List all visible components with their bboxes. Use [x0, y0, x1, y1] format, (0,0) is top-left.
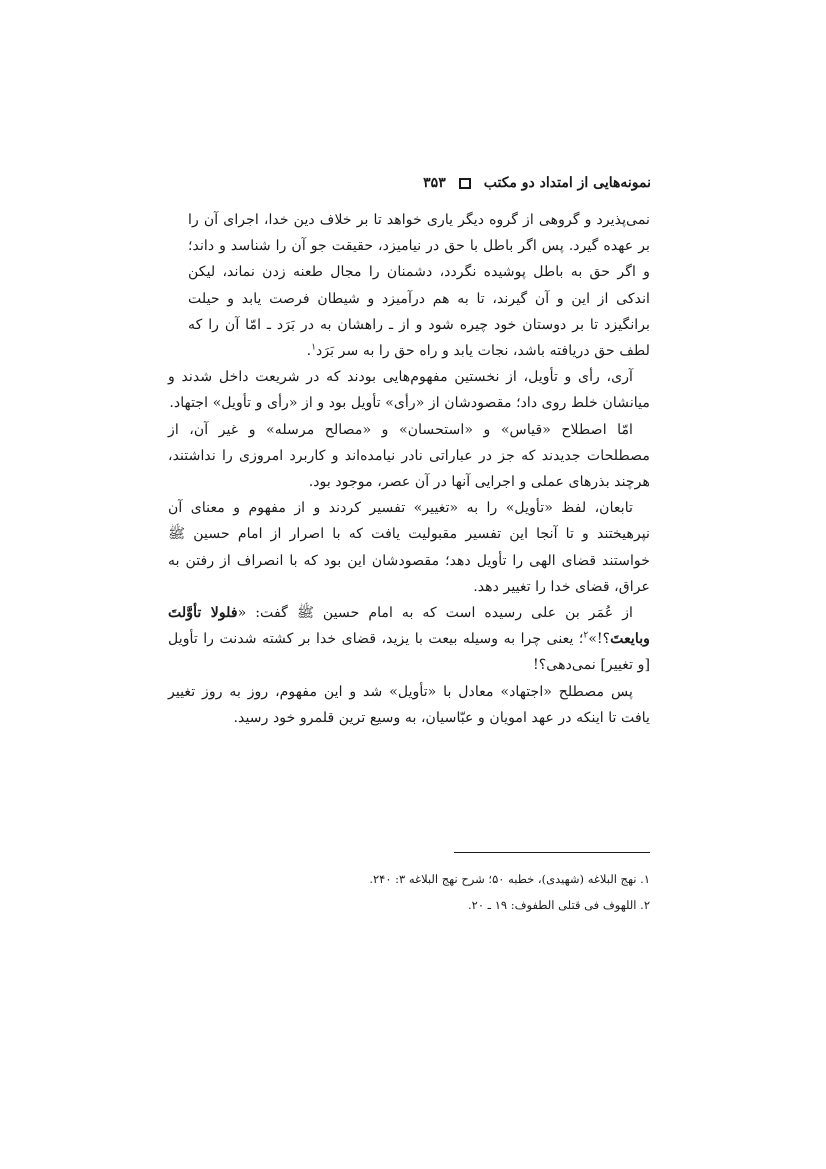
paragraph-1: آری، رأی و تأویل، از نخستین مفهوم‌هایی بودند که در شریعت داخل شدند و میانشان خلط روی داد؛ مقصودشان از «رأی» تأویل بود و از «رأی و تأویل» اجتهاد. [168, 369, 650, 412]
arabic-quote-close: ؟!» [588, 631, 611, 648]
footnote-divider [454, 852, 650, 853]
page-number: ۳۵۳ [423, 175, 446, 191]
square-ornament-icon [459, 178, 471, 189]
running-header [175, 170, 651, 196]
paragraph-4-rest: ؛ یعنی چرا به وسیله بیعت با یزید، قضای خدا بر کشته شدنت را تأویل [و تغییر] نمی‌دهی؟! [168, 631, 650, 674]
paragraph-4-intro: از عُمَر بن علی رسیده است که به امام حسین ﷺ گفت: « [237, 605, 633, 622]
arabic-quote: فلولا تأوَّلتَ وبایعتَ [168, 605, 650, 648]
header-title: نمونه‌هایی از امتداد دو مکتب [483, 175, 651, 191]
main-text [168, 207, 650, 731]
paragraph-3: تابعان، لفظ «تأویل» را به «تغییر» تفسیر کردند و از مفهوم و معنای آن نپرهیختند و تا آنجا این تفسیر مقبولیت یافت که با اصرار از امام حسین ﷺ خواستند قضای الهی را تأویل دهد؛ مقصودشان این بود که با انصراف از رفتن به عراق، قضای خدا را تغییر دهد. [168, 500, 650, 595]
footnote-ref-1: ۱ [311, 342, 317, 353]
footnote-ref-2: ۲ [583, 630, 589, 641]
footnote-2: ۲. اللهوف فی قتلی الطفوف: ۱۹ ـ ۲۰. [468, 898, 650, 912]
quoted-passage: نمی‌پذیرد و گروهی از گروه دیگر یاری خواهد تا بر خلاف دین خدا، اجرای آن را بر عهده گیرد. پس اگر باطل با حق در نیامیزد، حقیقت جو آن را شناسد و داند؛ و اگر حق به باطل پوشیده نگردد، دشمنان را مجال طعنه زدن نماند، لیکن اندکی از این و آن گیرند، تا به هم درآمیزد و شیطان فرصت یابد و حیلت برانگیزد تا بر دوستان خود چیره شود و از ـ راهشان به در بَرَد ـ امّا آن را که لطف حق دریافته باشد، نجات یابد و راه حق را به سر بَرَد$^۱$. [188, 212, 650, 360]
paragraph-2: امّا اصطلاح «قیاس» و «استحسان» و «مصالح مرسله» و غیر آن، از مصطلحات جدیدند که جز در عباراتی نادر نیامده‌اند و کاربرد امروزی را نداشتند، هرچند بذرهای عملی و اجرایی آنها در آن عصر، موجود بود. [168, 421, 650, 491]
footnote-1: ۱. نهج البلاغه (شهیدی)، خطبه ۵۰؛ شرح نهج البلاغه ۳: ۲۴۰. [369, 872, 650, 886]
quote-text: نمی‌پذیرد و گروهی از گروه دیگر یاری خواهد تا بر خلاف دین خدا، اجرای آن را بر عهده گیرد. پس اگر باطل با حق در نیامیزد، حقیقت جو آن را شناسد و داند؛ و اگر حق به باطل پوشیده نگردد، دشمنان را مجال طعنه زدن نماند، لیکن اندکی از این و آن گیرند، تا به هم درآمیزد و شیطان فرصت یابد و حیلت برانگیزد تا بر دوستان خود چیره شود و از ـ راهشان به در بَرَد ـ امّا آن را که لطف حق دریافته باشد، نجات یابد و راه حق را به سر بَرَد [188, 212, 650, 360]
paragraph-5: پس مصطلح «اجتهاد» معادل با «تأویل» شد و این مفهوم، روز به روز تغییر یافت تا اینکه در عهد امویان و عبّاسیان، به وسیع ترین قلمرو خود رسید. [168, 683, 650, 726]
footnotes [168, 866, 650, 918]
paragraph-4 [168, 600, 650, 679]
